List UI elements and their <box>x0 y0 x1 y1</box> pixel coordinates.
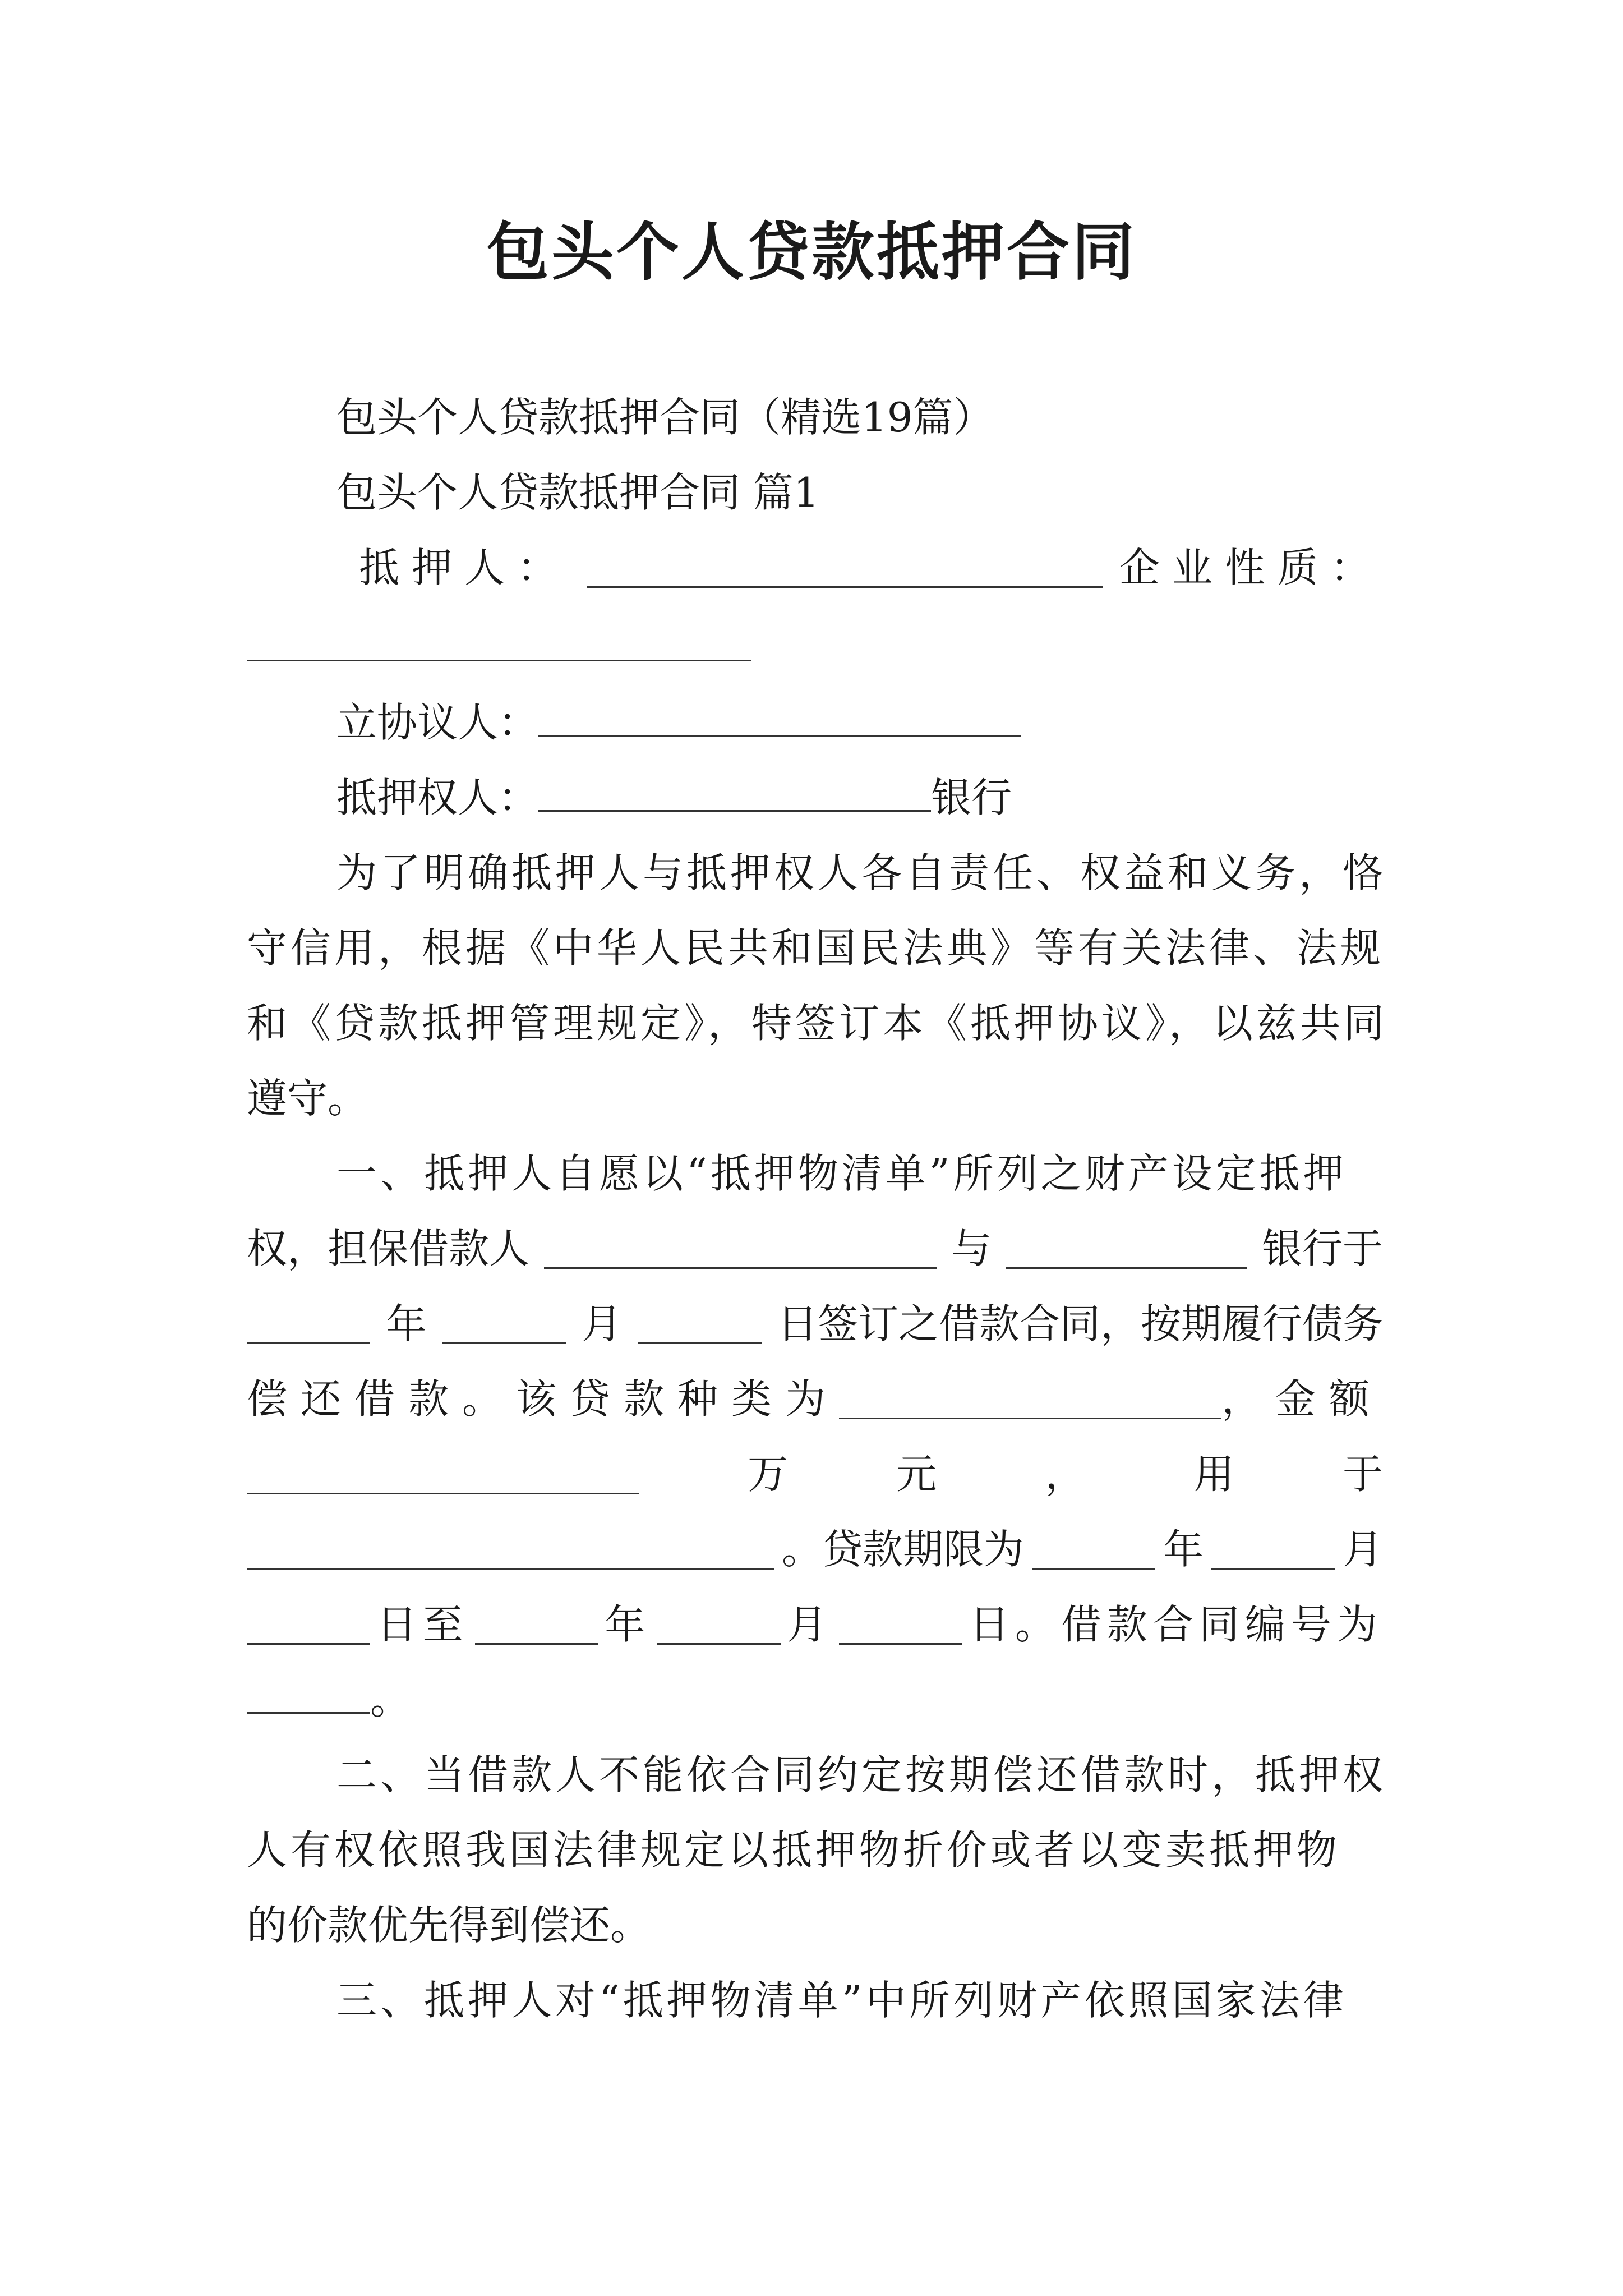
clause1-text: ，金额 <box>1221 1375 1383 1423</box>
clause1-line-6 <box>247 1526 1383 1573</box>
enterprise-label: 企业性质： <box>1119 544 1383 591</box>
clause1-text: 银行于 <box>1261 1225 1383 1272</box>
contract-no-blank <box>247 1680 370 1714</box>
subtitle: 包头个人贷款抵押合同（精选19篇） <box>336 394 994 441</box>
month-blank <box>442 1310 566 1344</box>
clause1-text: 月 <box>1342 1526 1383 1573</box>
amount-blank <box>247 1460 639 1494</box>
end-year-blank <box>475 1611 598 1645</box>
clause1-text: 于 <box>1342 1451 1383 1498</box>
clause1-text: 年 <box>386 1300 427 1347</box>
day-blank <box>638 1310 762 1344</box>
clause2-line-3: 的价款优先得到偿还。 <box>247 1902 651 1949</box>
clause1-text: 日签订之借款合同，按期履行债务 <box>777 1300 1383 1347</box>
start-month-blank <box>1211 1535 1335 1570</box>
clause1-text: 年 <box>1163 1526 1204 1573</box>
clause1-line-4 <box>247 1375 1383 1423</box>
clause1-line-7 <box>247 1601 1383 1648</box>
mortgagor-label: 抵押人： <box>359 544 570 591</box>
start-day-blank <box>247 1611 370 1645</box>
end-month-blank <box>657 1611 781 1645</box>
party-blank <box>538 702 1021 737</box>
clause1-line-2 <box>247 1225 1383 1272</box>
mortgagor-blank <box>587 554 1103 588</box>
document-title: 包头个人贷款抵押合同 <box>486 215 1137 289</box>
section-heading: 包头个人贷款抵押合同 篇1 <box>336 469 819 516</box>
mortgagee-blank <box>538 777 931 812</box>
clause1-text: 年 <box>605 1601 651 1648</box>
clause1-text: ， <box>1045 1451 1086 1498</box>
clause2-line-1: 二、当借款人不能依合同约定按期偿还借款时，抵押权 <box>336 1751 1387 1798</box>
party-label: 立协议人： <box>336 699 539 746</box>
start-year-blank <box>1032 1535 1155 1570</box>
clause2-line-2: 人有权依照我国法律规定以抵押物折价或者以变卖抵押物 <box>247 1826 1341 1874</box>
clause1-line-1: 一、抵押人自愿以“抵押物清单”所列之财产设定抵押 <box>336 1150 1347 1197</box>
clause1-text: 。贷款期限为 <box>781 1526 1024 1573</box>
year-blank <box>247 1310 370 1344</box>
borrower-blank <box>544 1235 937 1269</box>
end-day-blank <box>839 1611 962 1645</box>
clause1-text: 与 <box>951 1225 992 1272</box>
clause1-text: 月 <box>787 1601 833 1648</box>
clause3-line-1: 三、抵押人对“抵押物清单”中所列财产依照国家法律 <box>336 1977 1347 2024</box>
clause1-text: 元 <box>896 1451 937 1498</box>
enterprise-blank <box>247 627 751 661</box>
purpose-blank <box>247 1535 774 1570</box>
clause1-line-5 <box>247 1451 1383 1498</box>
clause1-text: 权，担保借款人 <box>247 1225 530 1272</box>
mortgagee-row <box>336 774 1012 821</box>
party-row <box>336 699 1021 746</box>
clause1-line-8 <box>247 1676 411 1723</box>
bank-blank <box>1006 1235 1247 1269</box>
mortgagee-label: 抵押权人： <box>336 774 539 821</box>
preamble-line-4: 遵守。 <box>247 1075 368 1122</box>
clause1-text: 日。借款合同编号为 <box>969 1601 1383 1648</box>
preamble-line-3: 和《贷款抵押管理规定》，特签订本《抵押协议》，以兹共同 <box>247 1000 1388 1047</box>
clause1-line-3 <box>247 1300 1383 1347</box>
clause1-text: 。 <box>370 1676 411 1723</box>
preamble-line-1: 为了明确抵押人与抵押权人各自责任、权益和义务，恪 <box>336 849 1387 896</box>
loan-type-blank <box>839 1385 1221 1419</box>
clause1-text: 万 <box>748 1451 789 1498</box>
mortgagee-suffix: 银行 <box>931 774 1012 821</box>
mortgagor-row <box>359 544 1383 591</box>
clause1-text: 偿还借款。该贷款种类为 <box>247 1375 840 1423</box>
enterprise-blank-row <box>247 627 751 668</box>
clause1-text: 月 <box>582 1300 623 1347</box>
clause1-text: 用 <box>1193 1451 1234 1498</box>
clause1-text: 日至 <box>376 1601 469 1648</box>
preamble-line-2: 守信用，根据《中华人民共和国民法典》等有关法律、法规 <box>247 924 1385 972</box>
